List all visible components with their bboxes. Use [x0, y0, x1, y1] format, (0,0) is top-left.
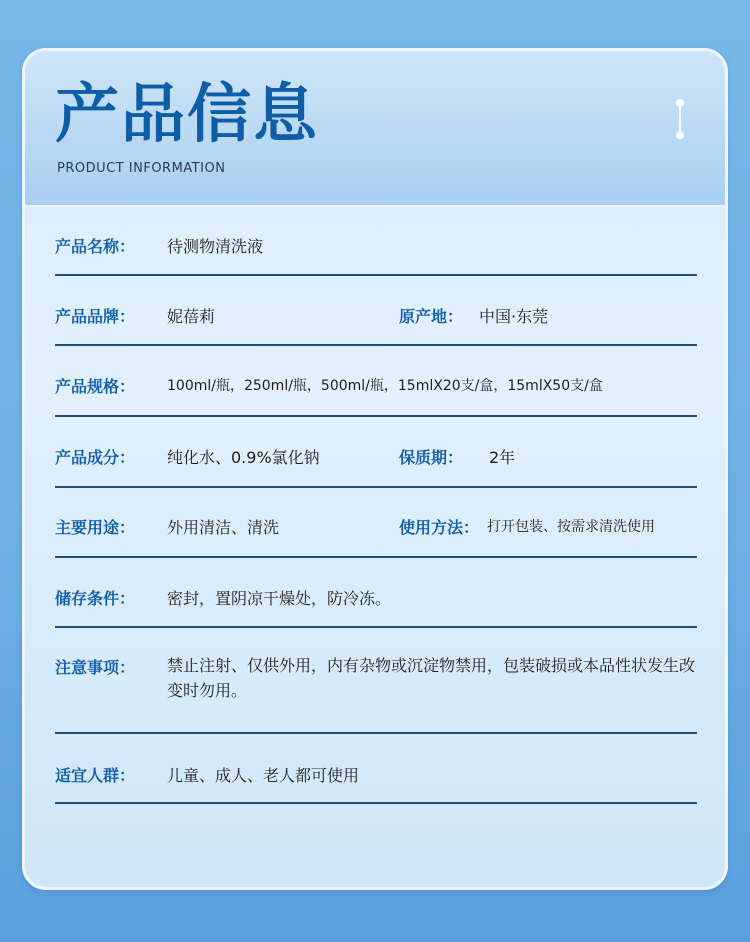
- product-info-card: [22, 48, 728, 890]
- row-label-secondary: 原产地：: [399, 307, 464, 326]
- row-value: 待测物清洗液: [167, 237, 264, 256]
- row-value: 外用清洁、清洗: [167, 518, 280, 537]
- info-row-notice: [55, 628, 697, 734]
- row-label: 储存条件：: [55, 589, 136, 608]
- row-label: 适宜人群：: [55, 766, 136, 785]
- info-row-audience: [55, 734, 697, 804]
- row-label-secondary: 保质期：: [399, 448, 464, 467]
- row-value: 100ml/瓶，250ml/瓶，500ml/瓶，15mlX20支/盒，15mlX50支/盒: [167, 378, 603, 394]
- page-subtitle: PRODUCT INFORMATION: [57, 161, 226, 176]
- info-row-spec: [55, 346, 697, 417]
- row-label: 产品规格：: [55, 377, 136, 396]
- row-value-secondary: 打开包装、按需求清洗使用: [487, 519, 655, 535]
- row-value: 妮蓓莉: [167, 307, 216, 326]
- info-row-storage: [55, 558, 697, 628]
- info-row-ingredients: [55, 417, 697, 488]
- info-row-brand: [55, 276, 697, 346]
- header-panel: [25, 51, 725, 207]
- row-label: 产品品牌：: [55, 307, 136, 326]
- row-value-secondary: 2年: [489, 448, 516, 467]
- row-label-secondary: 使用方法：: [399, 518, 480, 537]
- info-row-usage: [55, 488, 697, 558]
- row-value-secondary: 中国·东莞: [479, 307, 549, 326]
- row-value: 纯化水、0.9%氯化钠: [167, 448, 320, 467]
- row-value: 儿童、成人、老人都可使用: [167, 766, 360, 785]
- row-label: 产品成分：: [55, 448, 136, 467]
- decorative-marker-icon: [675, 99, 685, 139]
- row-value: 密封，置阴凉干燥处，防冷冻。: [167, 589, 392, 608]
- page-title: 产品信息: [55, 78, 319, 152]
- info-row-name: [55, 226, 697, 276]
- row-label: 主要用途：: [55, 518, 136, 537]
- row-value: 禁止注射、仅供外用，内有杂物或沉淀物禁用，包装破损或本品性状发生改变时勿用。: [167, 656, 696, 700]
- row-label: 产品名称：: [55, 237, 136, 256]
- row-label: 注意事项：: [55, 658, 136, 677]
